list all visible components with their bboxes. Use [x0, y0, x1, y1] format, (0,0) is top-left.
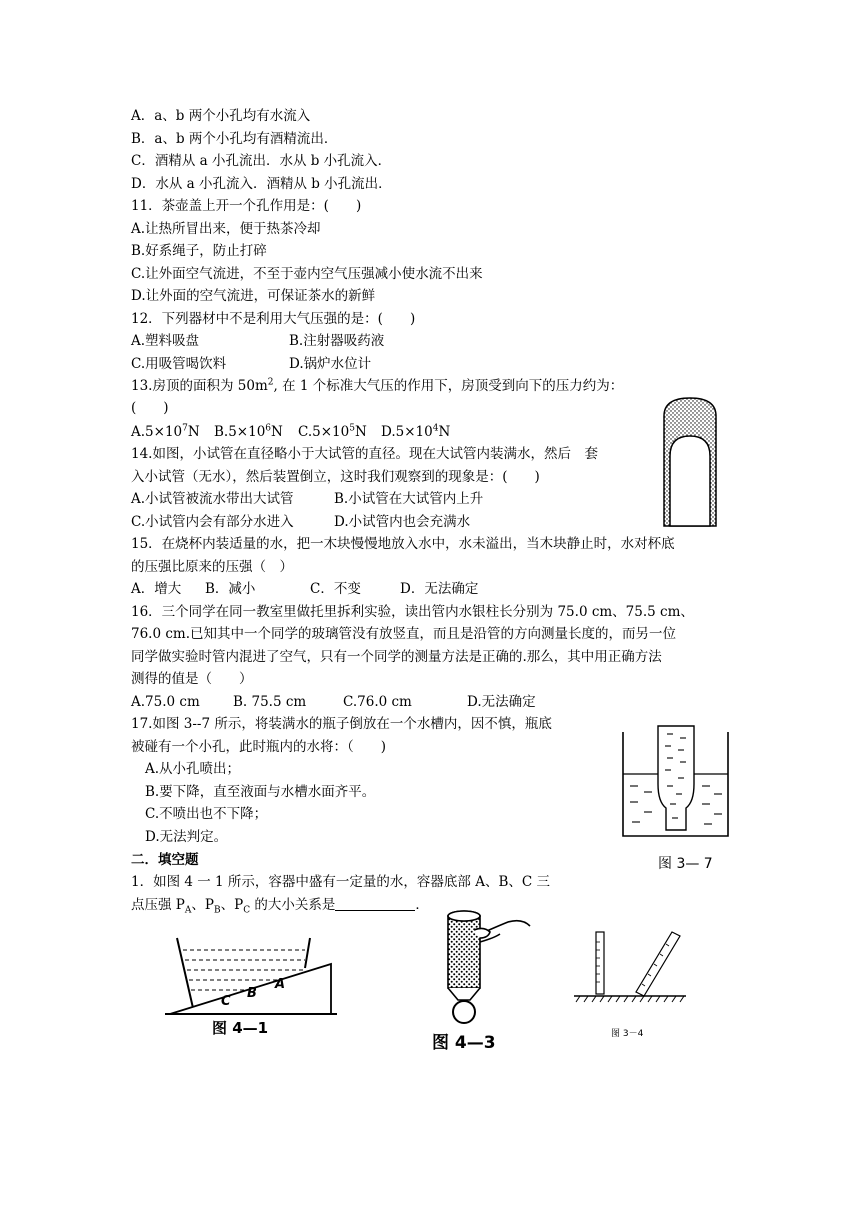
q13-option-c: $C.5\times 10^5N$ [298, 423, 367, 440]
q17-option-b: B.要下降，直至液面与水槽水面齐平。 [145, 784, 376, 800]
fig-4-1-label-b: B [247, 986, 257, 1001]
q12-option-a: A.塑料吸盘 [131, 333, 200, 349]
q16-option-a: A.75.0 cm [131, 694, 200, 710]
q15-option-d: D．无法确定 [400, 581, 479, 597]
section-heading: 二．填空题 [131, 852, 199, 868]
q12-option-b: B.注射器吸药液 [289, 333, 385, 349]
q15-option-a: A．增大 [131, 581, 182, 597]
fill-q1-line-2: 点压强 $P_A$、$P_B$、$P_C$ 的大小关系是 ． [131, 897, 429, 916]
q10-option-c: C．酒精从 a 小孔流出．水从 b 小孔流入． [131, 153, 392, 169]
q14-option-a: A.小试管被流水带出大试管 [131, 491, 294, 507]
test-tube-figure [660, 396, 720, 528]
fig-4-1-label-a: A [275, 977, 286, 992]
q15-option-b: B．减小 [205, 581, 256, 597]
q10-option-a: A．a、b 两个小孔均有水流入 [131, 108, 311, 124]
q12-stem: 12．下列器材中不是利用大气压强的是：( ) [131, 311, 416, 327]
q14-line-1: 14.如图，小试管在直径略小于大试管的直径。现在大试管内装满水，然后 套 [131, 446, 598, 462]
q15-line-2: 的压强比原来的压强（ ） [131, 559, 293, 575]
fig-4-1-label-c: C [221, 994, 231, 1009]
q13-paren: ( ) [131, 400, 169, 416]
q17-line-1: 17.如图 3--7 所示，将装满水的瓶子倒放在一个水槽内，因不慎，瓶底 [131, 716, 552, 732]
bottle-trough-figure [620, 722, 732, 840]
q16-line-2: 76.0 cm.已知其中一个同学的玻璃管没有放竖直，而且是沿管的方向测量长度的，而另一位 [131, 626, 677, 642]
q11-option-a: A.让热所冒出来，便于热茶冷却 [131, 221, 321, 237]
fig-3-7-caption: 图 3— 7 [658, 856, 713, 872]
q17-line-2: 被碰有一个小孔，此时瓶内的水将：（ ) [131, 739, 387, 755]
q16-line-1: 16．三个同学在同一教室里做托里拆利实验，读出管内水银柱长分别为 75.0 cm、75.5 cm、 [131, 604, 694, 620]
q14-line-2: 入小试管（无水），然后装置倒立，这时我们观察到的现象是：( ) [131, 469, 540, 485]
q15-option-c: C．不变 [310, 581, 361, 597]
q17-option-d: D.无法判定。 [145, 829, 228, 845]
q16-line-4: 测得的值是（ ） [131, 671, 253, 687]
q14-option-b: B.小试管在大试管内上升 [334, 491, 484, 507]
q12-option-c: C.用吸管喝饮料 [131, 356, 227, 372]
q13-option-d: $D.5\times 10^4N$ [381, 423, 451, 440]
figure-4-1 [165, 936, 345, 1020]
q10-option-d: D．水从 a 小孔流入．酒精从 b 小孔流出． [131, 176, 392, 192]
q11-option-d: D.让外面的空气流进，可保证茶水的新鲜 [131, 288, 376, 304]
q11-stem: 11．茶壶盖上开一个孔作用是：( ) [131, 198, 362, 214]
q17-option-c: C.不喷出也不下降； [145, 806, 268, 822]
q15-line-1: 15．在烧杯内装适量的水，把一木块慢慢地放入水中，水未溢出，当木块静止时，水对杯底 [131, 536, 675, 552]
q13-stem: 13.房顶的面积为 $50m^2$, 在 1 个标准大气压的作用下，房顶受到向下的压力约为： [131, 377, 624, 394]
q17-option-a: A.从小孔喷出； [145, 761, 241, 777]
fig-3-4-caption: 图 3－4 [611, 1029, 644, 1039]
q11-option-c: C.让外面空气流进，不至于壶内空气压强减小使水流不出来 [131, 266, 483, 282]
fill-q1-line-1: 1．如图 4 一 1 所示，容器中盛有一定量的水，容器底部 A、B、C 三 [131, 874, 551, 890]
fig-4-3-caption: 图 4—3 [432, 1033, 496, 1053]
q10-option-b: B．a、b 两个小孔均有酒精流出． [131, 131, 338, 147]
q14-option-c: C.小试管内会有部分水进入 [131, 514, 294, 530]
q16-line-3: 同学做实验时管内混进了空气，只有一个同学的测量方法是正确的.那么，其中用正确方法 [131, 649, 662, 665]
q14-option-d: D.小试管内也会充满水 [334, 514, 471, 530]
q16-option-d: D.无法确定 [467, 694, 536, 710]
q16-option-c: C.76.0 cm [343, 694, 412, 710]
q13-option-b: $B.5\times 10^6N$ [214, 423, 283, 440]
q12-option-d: D.锅炉水位计 [289, 356, 372, 372]
fig-4-1-caption: 图 4—1 [212, 1019, 269, 1037]
figure-3-4 [574, 930, 688, 1020]
q13-option-a: $A.5\times 10^7N$ [131, 423, 200, 440]
answer-blank[interactable] [335, 896, 415, 911]
q16-option-b: B. 75.5 cm [233, 694, 307, 710]
figure-4-3 [438, 908, 533, 1028]
q11-option-b: B.好系绳子，防止打碎 [131, 243, 267, 259]
